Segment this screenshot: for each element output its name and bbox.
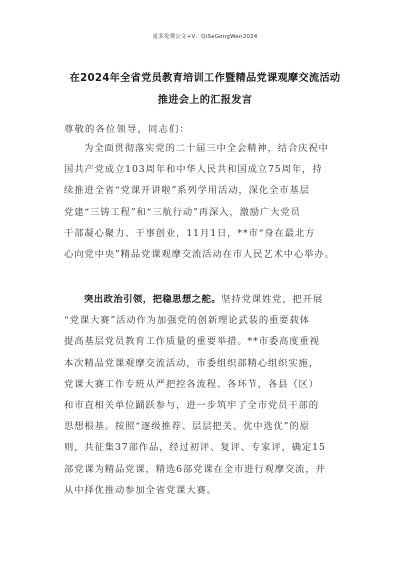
header-note: 更多免费公文+V：QiSeGongWen2024 [152, 34, 258, 40]
paragraph-2-line: 本次精品党课观摩交流活动，市委组织部精心组织实施， [64, 357, 319, 369]
salutation: 尊敬的各位领导，同志们： [64, 124, 190, 135]
paragraph-1-line: 续推进全省“党课开讲啦”系列学用活动，深化全市基层 [64, 185, 310, 197]
paragraph-2-lead: 突出政治引领，把稳思想之舵。 [84, 294, 222, 305]
paragraph-1 [64, 138, 348, 265]
paragraph-2-first-rest: 坚持党课姓党，把开展 [221, 294, 324, 305]
document-title-line2: 推进会上的汇报发言 [157, 95, 253, 106]
paragraph-2-line: 从中择优推动参加全省党课大赛。 [64, 484, 217, 496]
paragraph-1-line: 为全面贯彻落实党的二十届三中全会精神，结合庆祝中 [84, 143, 329, 154]
paragraph-1-line: 干部凝心聚力、干事创业，11月1日，**市“身在最北方 [64, 227, 316, 239]
paragraph-2-line: 则，共征集37部作品，经过初评、复评、专家评，确定15 [64, 442, 326, 454]
paragraph-1-line: 国共产党成立103周年和中华人民共和国成立75周年，持 [64, 164, 323, 176]
document-title-line1: 在2024年全省党员教育培训工作暨精品党课观摩交流活动 [69, 73, 341, 84]
paragraph-1-line: 心向党中央”精品党课观摩交流活动在市人民艺术中心举办。 [64, 248, 335, 260]
paragraph-2-line: 提高基层党员教育工作质量的重要举措。**市委高度重视 [64, 336, 320, 348]
paragraph-2-line: 党课大赛工作专班从严把控各流程、各环节，各县（区） [64, 378, 319, 390]
paragraph-2-line: “党课大赛”活动作为加强党的创新理论武装的重要载体 [64, 315, 310, 327]
paragraph-2-line: 和市直相关单位踊跃参与，进一步筑牢了全市党员干部的 [64, 399, 319, 411]
paragraph-2-first-line [64, 289, 348, 310]
paragraph-2-line: 部党课为精品党课，精选6部党课在全市进行观摩交流，并 [64, 463, 326, 475]
paragraph-2-line: 思想根基。按照“逐级推荐、层层把关、优中选优”的原 [64, 421, 310, 433]
paragraph-1-line: 党建“三铸工程”和“三航行动”再深入，激励广大党员 [64, 206, 301, 218]
paragraph-2 [64, 289, 348, 501]
